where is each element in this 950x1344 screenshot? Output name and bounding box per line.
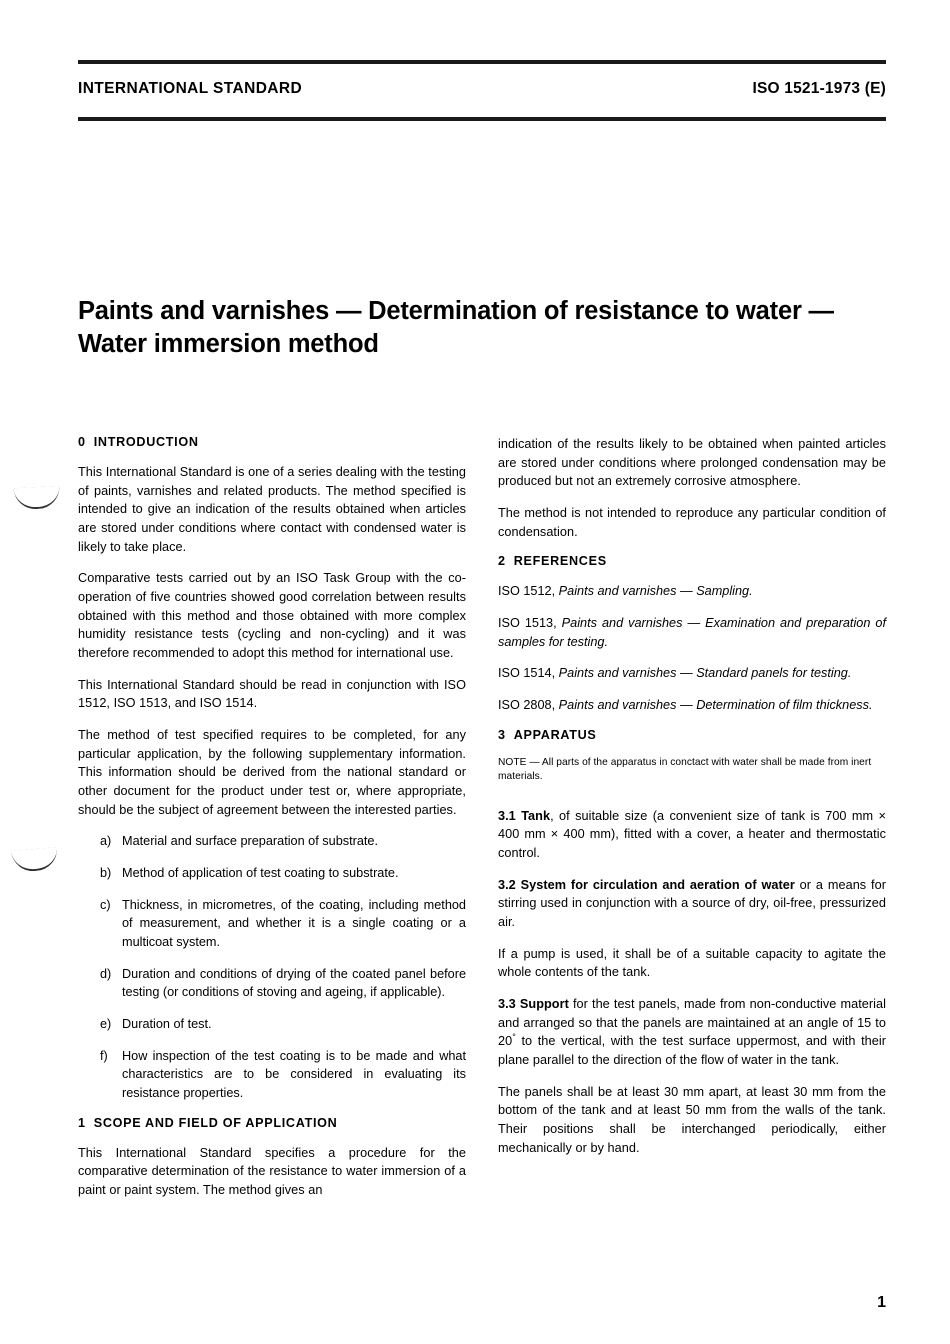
section-heading-references [498,554,886,568]
list-item [100,864,466,883]
clause-term: Tank [521,808,551,823]
reference-id: ISO 1513, [498,616,557,631]
list-marker: d) [100,966,112,981]
section-number: 1 [78,1115,86,1130]
clause-term: System for circulation and aeration of water [520,877,795,892]
standard-reference-label: ISO 1521-1973 (E) [752,80,886,97]
list-item [100,1015,466,1034]
list-item-text: Thickness, in micrometres, of the coating, including method of measurement, and whether it is a single coating or a multicoat system. [122,897,466,950]
reference-id: ISO 1514, [498,666,556,681]
clause-number: 3.1 [498,808,516,823]
scope-paragraph-continuation: indication of the results likely to be obtained when painted articles are stored under conditions where prolonged condensation may be produced but not an extremely corrosive atmosphere. [498,437,886,489]
clause-text: or a means for stirring used in conjunction with a source of dry, oil-free, pressurized air. [498,877,886,930]
list-marker: e) [100,1017,112,1032]
list-marker: c) [100,897,111,912]
list-item [100,965,466,1002]
scan-artifact-mark [11,847,59,873]
scan-artifact-mark [13,486,60,510]
degree-symbol: ° [512,1032,516,1043]
intro-paragraph-2: Comparative tests carried out by an ISO Task Group with the co-operation of five countries showed good correlation between results obtained with this method and those obtained with more complex humidity resistance tests (cycling and non-cycling) and it was therefore recommended to adopt this method for international use. [78,571,466,661]
list-item-text: Duration of test. [122,1017,212,1032]
reference-entry [498,582,886,601]
scope-paragraph-2: The method is not intended to reproduce any particular condition of condensation. [498,506,886,539]
reference-id: ISO 2808, [498,698,556,713]
section-title: APPARATUS [513,727,597,742]
list-item [100,832,466,851]
reference-entry [498,696,886,715]
reference-title: Paints and varnishes — Standard panels for testing. [558,666,852,681]
reference-id: ISO 1512, [498,584,556,599]
intro-paragraph-3: This International Standard should be read in conjunction with ISO 1512, ISO 1513, and ISO 1514. [78,677,466,711]
section-number: 2 [498,554,506,569]
reference-entry [498,614,886,651]
header-rule-top [78,60,886,64]
clause-text-before-degree: for the test panels, made from non-conductive material and arranged so that the panels are maintained at an angle of 15 to 20 [498,997,887,1049]
list-item [100,896,466,952]
reference-title: Paints and varnishes — Sampling. [558,584,753,599]
clause-term: Support [519,997,569,1012]
clause-3-3-followup: The panels shall be at least 30 mm apart, at least 30 mm from the bottom of the tank and at least 50 mm from the walls of the tank. Their positions shall be interchanged periodically, either mechanically or by hand. [498,1084,886,1155]
list-marker: a) [100,834,112,849]
list-item-text: Method of application of test coating to substrate. [122,866,399,881]
supplementary-information-list [78,832,466,1102]
header-rule-bottom [78,117,886,121]
intro-paragraph-4: The method of test specified requires to be completed, for any particular application, by the following supplementary information. This information should be derived from the national standard or other document for the product under test or, where appropriate, should be the subject of agreement between the interested parties. [78,728,466,817]
clause-3-2-followup: If a pump is used, it shall be of a suitable capacity to agitate the whole contents of the tank. [498,946,886,980]
section-heading-introduction [78,435,466,449]
section-title: INTRODUCTION [93,435,199,449]
section-number: 0 [78,435,86,449]
apparatus-note: NOTE — All parts of the apparatus in conctact with water shall be made from inert materials. [498,756,872,783]
two-column-body [78,435,886,1200]
clause-number: 3.2 [498,877,516,892]
document-header [78,80,886,98]
section-title: REFERENCES [513,554,607,569]
standard-type-label: INTERNATIONAL STANDARD [78,80,303,97]
intro-paragraph-1: This International Standard is one of a series dealing with the testing of paints, varnishes and related products. The method specified is intended to give an indication of the results obtained when articles are stored under conditions where contact with condensed water is likely to take place. [78,465,466,554]
reference-title: Paints and varnishes — Determination of film thickness. [558,698,873,713]
scope-paragraph-1: This International Standard specifies a procedure for the comparative determination of the resistance to water immersion of a paint or paint system. The method gives an [78,1145,466,1198]
clause-3-2-circulation [498,876,886,932]
section-number: 3 [498,727,506,742]
left-column [78,435,466,1200]
section-title: SCOPE AND FIELD OF APPLICATION [93,1115,338,1130]
list-marker: b) [100,866,112,881]
list-item-text: How inspection of the test coating is to be made and what characteristics are to be considered in evaluating its resistance properties. [122,1048,466,1101]
list-item [100,1047,466,1103]
section-heading-apparatus [498,728,886,742]
reference-entry [498,664,886,683]
clause-3-3-support [498,995,886,1070]
list-marker: f) [100,1048,108,1063]
clause-text: , of suitable size (a convenient size of tank is 700 mm × 400 mm × 400 mm), fitted with a cover, a heater and thermostatic control. [498,808,886,861]
page-title: Paints and varnishes — Determination of resistance to water — Water immersion method [78,297,834,359]
list-item-text: Duration and conditions of drying of the coated panel before testing (or conditions of stoving and ageing, if applicable). [122,966,466,1000]
right-column [498,435,886,1200]
list-item-text: Material and surface preparation of substrate. [122,834,379,849]
page-number: 1 [877,1294,886,1311]
clause-text-after-degree: to the vertical, with the test surface uppermost, and with their plane parallel to the direction of the flow of water in the tank. [498,1034,886,1068]
reference-title: Paints and varnishes — Examination and preparation of samples for testing. [498,616,886,649]
clause-number: 3.3 [498,997,516,1012]
section-heading-scope [78,1116,466,1130]
clause-3-1-tank [498,807,886,863]
